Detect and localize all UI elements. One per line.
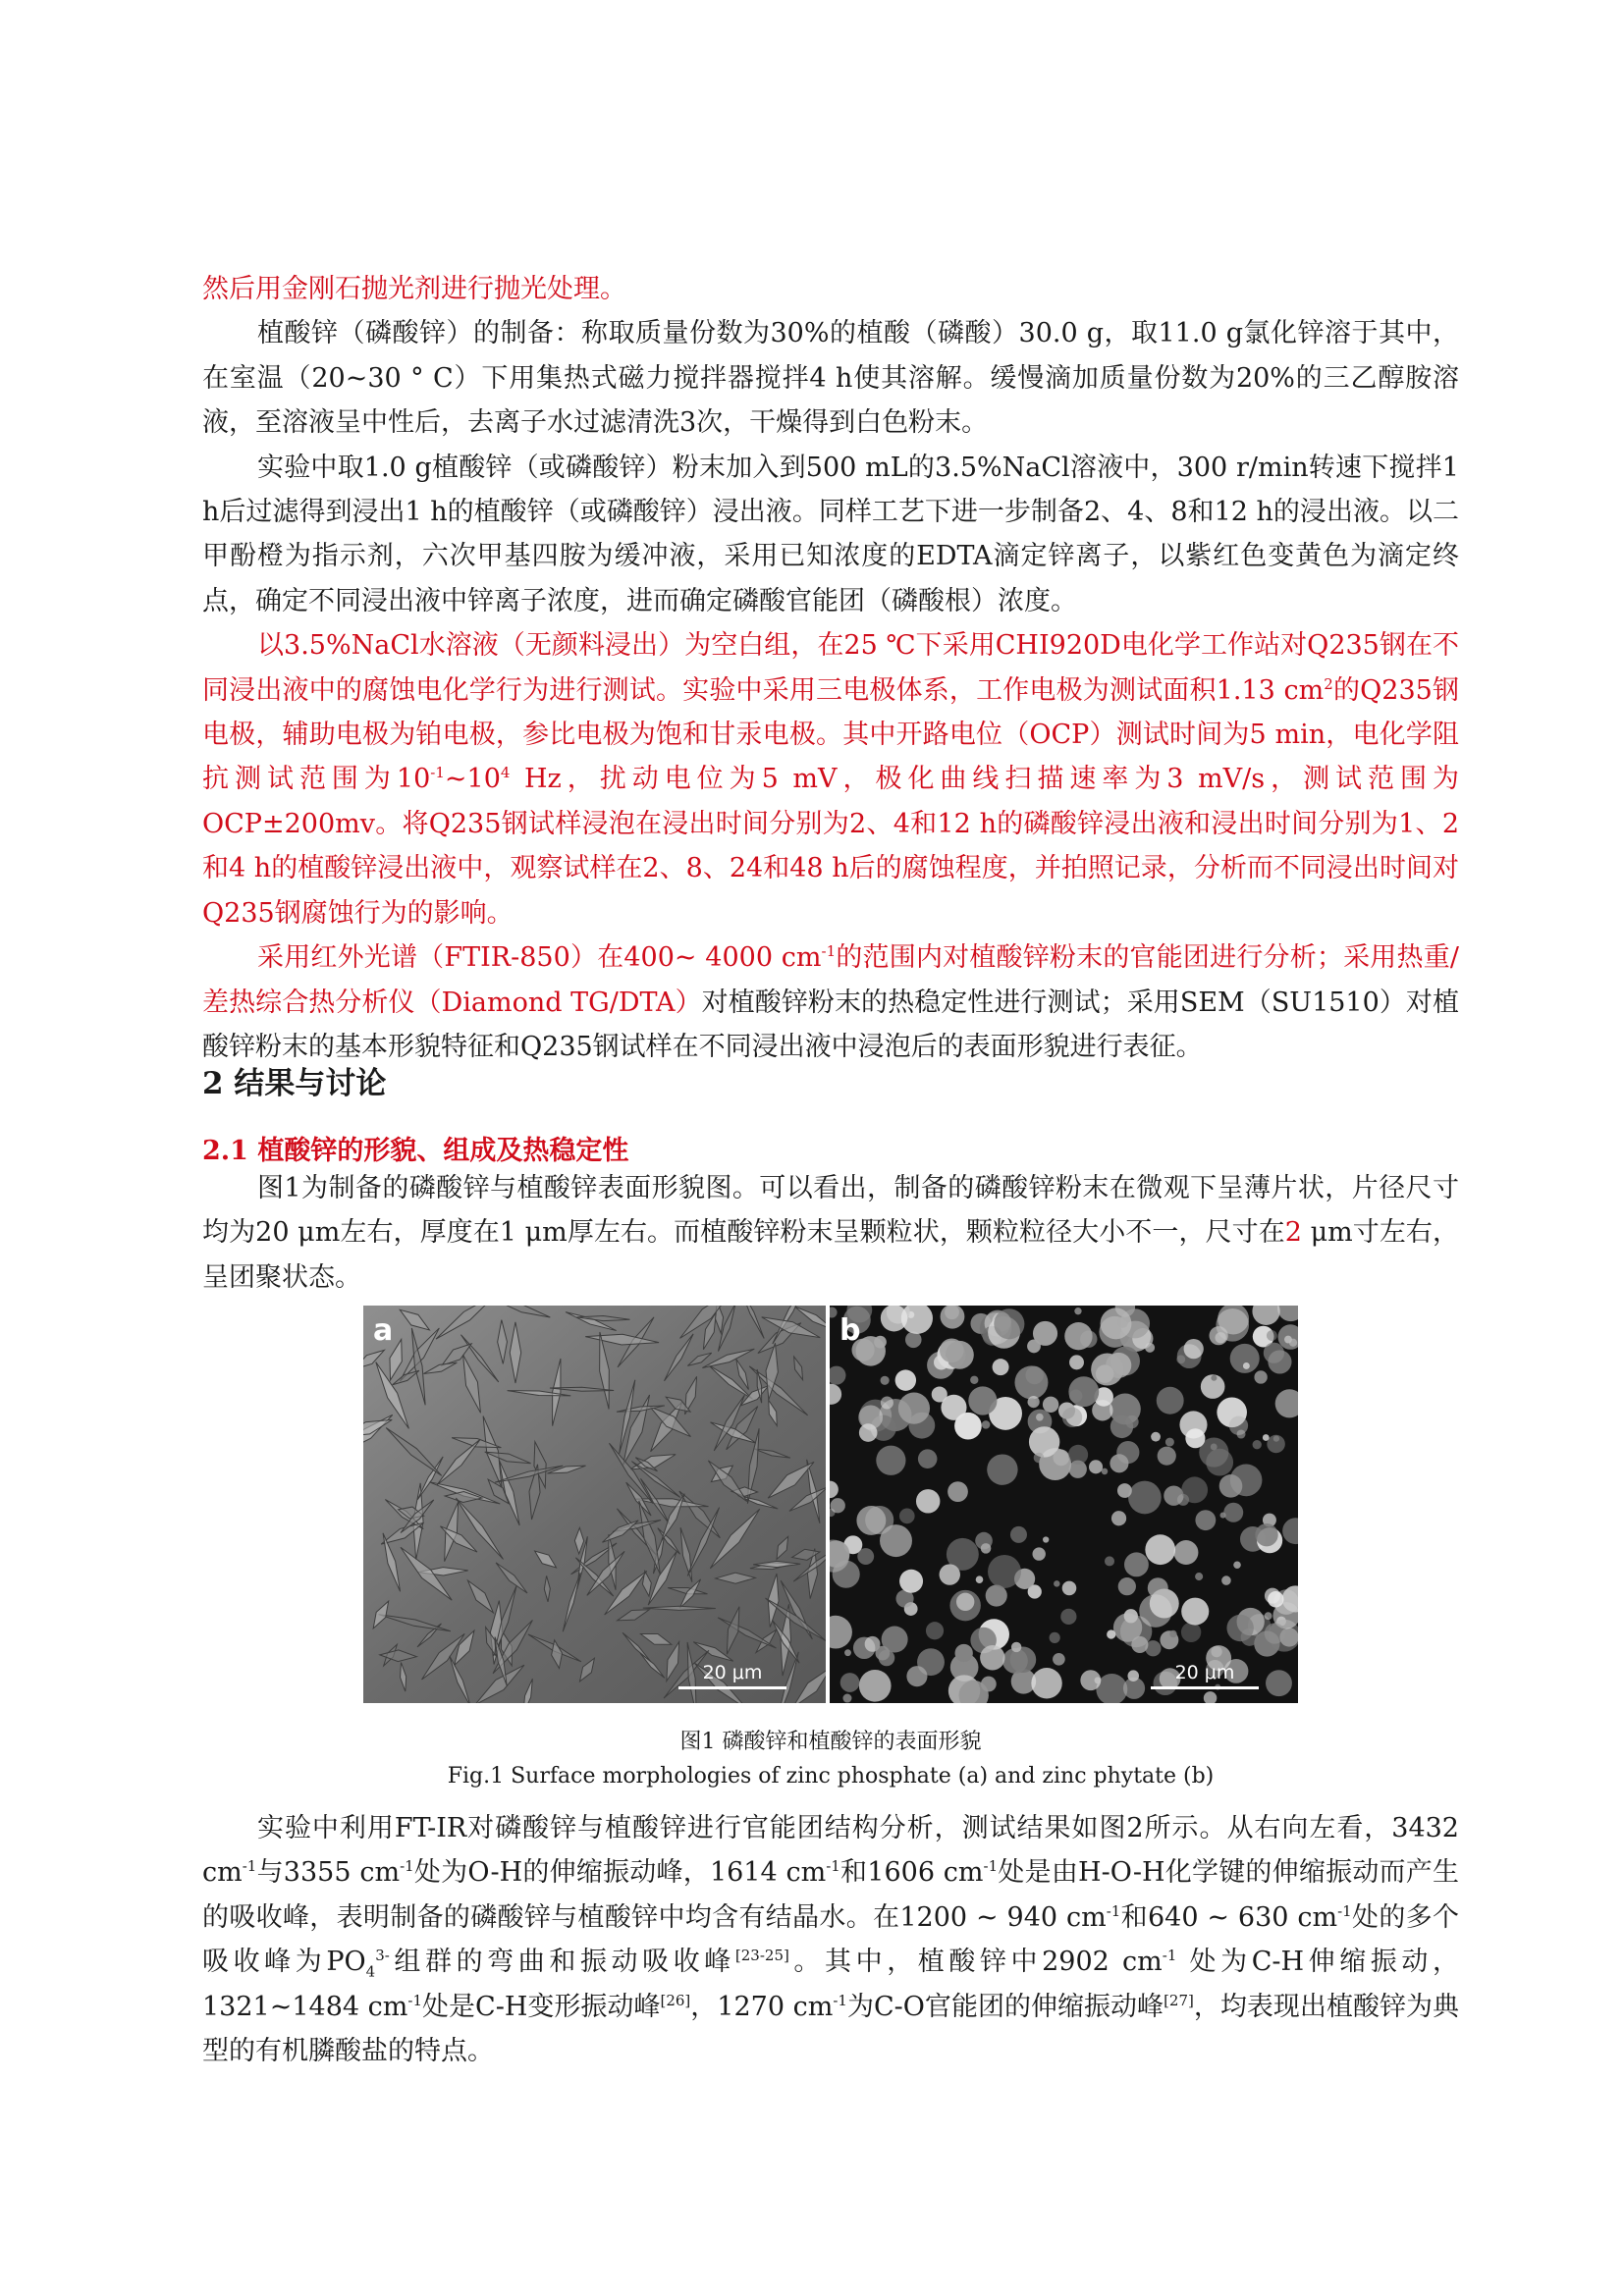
particle xyxy=(1221,1575,1231,1585)
figure-caption-en: Fig.1 Surface morphologies of zinc phosphate (a) and zinc phytate (b) xyxy=(447,1764,1215,1789)
scale-bar-a-text: 20 μm xyxy=(702,1662,763,1683)
scale-bar-b-line xyxy=(1151,1686,1259,1689)
particle xyxy=(1268,1350,1291,1373)
particle xyxy=(906,1666,927,1686)
particle xyxy=(1185,1428,1205,1448)
panel-a-label: a xyxy=(373,1313,394,1348)
particle xyxy=(881,1376,890,1385)
particle xyxy=(1253,1440,1262,1449)
particle xyxy=(898,1393,930,1424)
particle xyxy=(1027,1339,1041,1353)
paragraph-electrochemistry: 以3.5%NaCl水溶液（无颜料浸出）为空白组，在25 ℃下采用CHI920D电化学工作站对Q235钢在不同浸出液中的腐蚀电化学行为进行测试。实验中采用三电极体系，工作电极为测试面积1.13 $cm^2$的Q235钢电极，辅助电极为铂电极，参比电极为饱和甘汞电极。其中开路电位（OCP）测试时间为5 min，电化学阻抗测试范围为$10^{-1}\sim 10^4$ Hz，扰动电位为5 mV，极化曲线扫描速率为3 mV/s，测试范围为OCP±200mv。将Q235钢试样浸泡在浸出时间分别为2、4和12 h的磷酸锌浸出液和浸出时间分别为1、2和4 h的植酸锌浸出液中，观察试样在2、8、24和48 h后的腐蚀程度，并拍照记录，分析而不同浸出时间对Q235钢腐蚀行为的影响。 xyxy=(202,630,1460,929)
particle xyxy=(844,1649,851,1656)
particle xyxy=(895,1369,916,1390)
particle xyxy=(831,1498,845,1513)
particle xyxy=(1111,1511,1126,1525)
particle xyxy=(905,1332,922,1349)
particle xyxy=(1127,1670,1139,1682)
figure-1 xyxy=(363,1306,1298,1703)
sem-image-zinc-phytate xyxy=(830,1306,1298,1703)
particle xyxy=(1181,1623,1201,1642)
particle xyxy=(1181,1476,1208,1503)
particle xyxy=(1107,1629,1115,1638)
ftir-block xyxy=(202,1806,1459,2073)
panel-b-label: b xyxy=(839,1313,861,1348)
particle xyxy=(1089,1460,1103,1473)
scale-bar-b-text: 20 μm xyxy=(1174,1662,1235,1683)
particle xyxy=(1118,1577,1136,1595)
particle xyxy=(976,1575,984,1583)
particle xyxy=(1069,1355,1084,1369)
particle xyxy=(1054,1580,1059,1586)
particle xyxy=(1053,1653,1065,1666)
particle xyxy=(1230,1465,1263,1497)
particle xyxy=(1139,1594,1172,1628)
paragraph-leaching: 实验中取1.0 g植酸锌（或磷酸锌）粉末加入到500 mL的3.5%NaCl溶液中，300 r/min转速下搅拌1 h后过滤得到浸出1 h的植酸锌（或磷酸锌）浸出液。同样工艺下进一步制备2、4、8和12 h的浸出液。以二甲酚橙为指示剂，六次甲基四胺为缓冲液，采用已知浓度的EDTA滴定锌离子，以紫红色变黄色为滴定终点，确定不同浸出液中锌离子浓度，进而确定磷酸官能团（磷酸根）浓度。 xyxy=(202,452,1459,616)
particle xyxy=(970,1376,978,1384)
particle xyxy=(1145,1534,1175,1565)
particle xyxy=(993,1359,1009,1375)
particle xyxy=(980,1645,1004,1670)
particle xyxy=(1151,1432,1161,1442)
particle xyxy=(1176,1355,1185,1363)
particle xyxy=(1195,1510,1216,1530)
particle xyxy=(1124,1609,1138,1623)
particle xyxy=(916,1489,940,1513)
particle xyxy=(982,1420,991,1429)
particle xyxy=(1068,1445,1088,1465)
particle xyxy=(1110,1454,1128,1472)
particle xyxy=(1011,1642,1021,1652)
paragraph-polishing-tail: 然后用金刚石抛光剂进行抛光处理。 xyxy=(202,274,626,304)
particle xyxy=(1209,1326,1227,1345)
particle xyxy=(1010,1526,1027,1543)
particle xyxy=(1031,1668,1061,1698)
particle xyxy=(881,1396,893,1409)
scale-bar-a-line xyxy=(678,1686,786,1689)
particle xyxy=(1124,1552,1149,1576)
subsection-heading: 2.1 植酸锌的形貌、组成及热稳定性 xyxy=(202,1136,629,1166)
particle xyxy=(968,1386,997,1415)
paragraph-morphology: 图1为制备的磷酸锌与植酸锌表面形貌图。可以看出，制备的磷酸锌粉末在微观下呈薄片状，片径尺寸均为20 μm左右，厚度在1 μm厚左右。而植酸锌粉末呈颗粒状，颗粒粒径大小不一，尺寸在2 μm寸左右，呈团聚状态。 xyxy=(202,1173,1460,1293)
particle xyxy=(1032,1547,1045,1560)
particle xyxy=(1184,1339,1204,1359)
particle xyxy=(947,1481,968,1502)
particle xyxy=(876,1446,905,1475)
particle xyxy=(1062,1408,1082,1427)
particle xyxy=(918,1449,938,1468)
particle xyxy=(981,1543,992,1554)
particle xyxy=(1053,1450,1069,1467)
particle xyxy=(1158,1447,1176,1466)
figure-caption-cn: 图1 磷酸锌和植酸锌的表面形貌 xyxy=(679,1730,982,1754)
particle xyxy=(926,1622,944,1639)
section-heading: 2 结果与讨论 xyxy=(202,1066,387,1101)
flake-texture xyxy=(363,1306,826,1703)
particle xyxy=(940,1338,964,1362)
particle xyxy=(1043,1397,1058,1413)
particle xyxy=(1268,1591,1283,1607)
particle xyxy=(858,1405,883,1429)
particle xyxy=(954,1413,982,1440)
particle xyxy=(865,1506,893,1534)
particle-texture xyxy=(830,1306,1298,1703)
particle xyxy=(1102,1468,1109,1475)
particle xyxy=(899,1570,923,1593)
particle xyxy=(1233,1561,1241,1569)
particle xyxy=(1273,1435,1279,1441)
particle xyxy=(1128,1481,1162,1515)
particle xyxy=(1223,1503,1243,1522)
particle xyxy=(1091,1353,1123,1385)
particle xyxy=(1157,1387,1184,1415)
particle xyxy=(857,1548,874,1565)
particle xyxy=(1169,1630,1176,1637)
particle xyxy=(1117,1483,1132,1498)
particle xyxy=(859,1670,892,1702)
particle xyxy=(1195,1573,1203,1580)
particle xyxy=(1254,1370,1267,1383)
particle xyxy=(994,1308,1024,1339)
particle xyxy=(949,1590,980,1621)
morphology-block xyxy=(202,1166,1459,1300)
particle xyxy=(1069,1389,1082,1402)
particle xyxy=(1265,1612,1272,1620)
particle xyxy=(1095,1677,1102,1683)
paragraph-ftir: 实验中利用FT-IR对磷酸锌与植酸锌进行官能团结构分析，测试结果如图2所示。从右向左看，3432 $cm^{-1}$与3355 $cm^{-1}$处为O-H的伸缩振动峰，1614 $cm^{-1}$和1606 $cm^{-1}$处是由H-O-H化学键的伸缩振动而产生的吸收峰，表明制备的磷酸锌与植酸锌中均含有结晶水。在1200 ~ 940 $cm^{-1}$和640 ~ 630 $cm^{-1}$处的多个吸收峰为$PO_4^{3-}$组群的弯曲和振动吸收峰[23-25]。其中，植酸锌中2902 $cm^{-1}$ 处为C-H伸缩振动，1321~1484 $cm^{-1}$处是C-H变形振动峰[26]，1270 $cm^{-1}$为C-O官能团的伸缩振动峰[27]，均表现出植酸锌为典型的有机膦酸盐的特点。 xyxy=(202,1813,1460,2067)
particle xyxy=(1064,1322,1092,1350)
particle xyxy=(1211,1375,1217,1381)
particle xyxy=(840,1673,860,1692)
particle xyxy=(1255,1523,1277,1546)
particle xyxy=(899,1509,915,1524)
scale-bar-a xyxy=(678,1662,786,1689)
particle xyxy=(1173,1540,1198,1565)
particle xyxy=(1014,1365,1048,1399)
particle xyxy=(987,1454,1017,1484)
sem-image-zinc-phosphate xyxy=(363,1306,826,1703)
particle xyxy=(1034,1453,1045,1464)
methods-block xyxy=(202,267,1459,1069)
particle xyxy=(955,1644,973,1662)
particle xyxy=(1036,1414,1044,1421)
particle xyxy=(1027,1398,1036,1407)
particle xyxy=(1165,1438,1174,1447)
particle xyxy=(1050,1632,1060,1643)
particle xyxy=(1110,1415,1133,1438)
particle xyxy=(940,1564,960,1584)
particle xyxy=(1101,1308,1132,1339)
paragraph-characterization: 采用红外光谱（FTIR-850）在400~ 4000 $cm^{-1}$的范围内对植酸锌粉末的官能团进行分析；采用热重/差热综合热分析仪（Diamond TG/DTA）对植酸锌粉末的热稳定性进行测试；采用SEM（SU1510）对植酸锌粉末的基本形貌特征和Q235钢试样在不同浸出液中浸泡后的表面形貌进行表征。 xyxy=(202,942,1459,1062)
particle xyxy=(1181,1598,1209,1626)
particle xyxy=(1243,1362,1250,1369)
particle xyxy=(1229,1416,1248,1435)
particle xyxy=(1226,1615,1253,1641)
particle xyxy=(1211,1646,1221,1657)
scale-bar-b xyxy=(1151,1662,1259,1689)
particle xyxy=(988,1555,1021,1588)
particle xyxy=(1043,1536,1049,1542)
particle xyxy=(1265,1623,1285,1643)
particle xyxy=(881,1306,907,1331)
particle xyxy=(853,1637,875,1659)
particle xyxy=(1164,1486,1183,1506)
particle xyxy=(1062,1581,1077,1596)
particle xyxy=(842,1693,851,1702)
particle xyxy=(1266,1670,1292,1696)
particle xyxy=(1267,1330,1277,1341)
particle xyxy=(1284,1336,1292,1344)
particle xyxy=(1074,1308,1081,1314)
particle xyxy=(1105,1556,1114,1566)
paragraph-preparation: 植酸锌（磷酸锌）的制备：称取质量份数为30%的植酸（磷酸）30.0 g，取11.0 g氯化锌溶于其中，在室温（20~30 ° C）下用集热式磁力搅拌器搅拌4 h使其溶解。缓慢滴加质量份数为20%的三乙醇胺溶液，至溶液呈中性后，去离子水过滤清洗3次，干燥得到白色粉末。 xyxy=(202,318,1459,439)
particle xyxy=(1060,1609,1076,1625)
